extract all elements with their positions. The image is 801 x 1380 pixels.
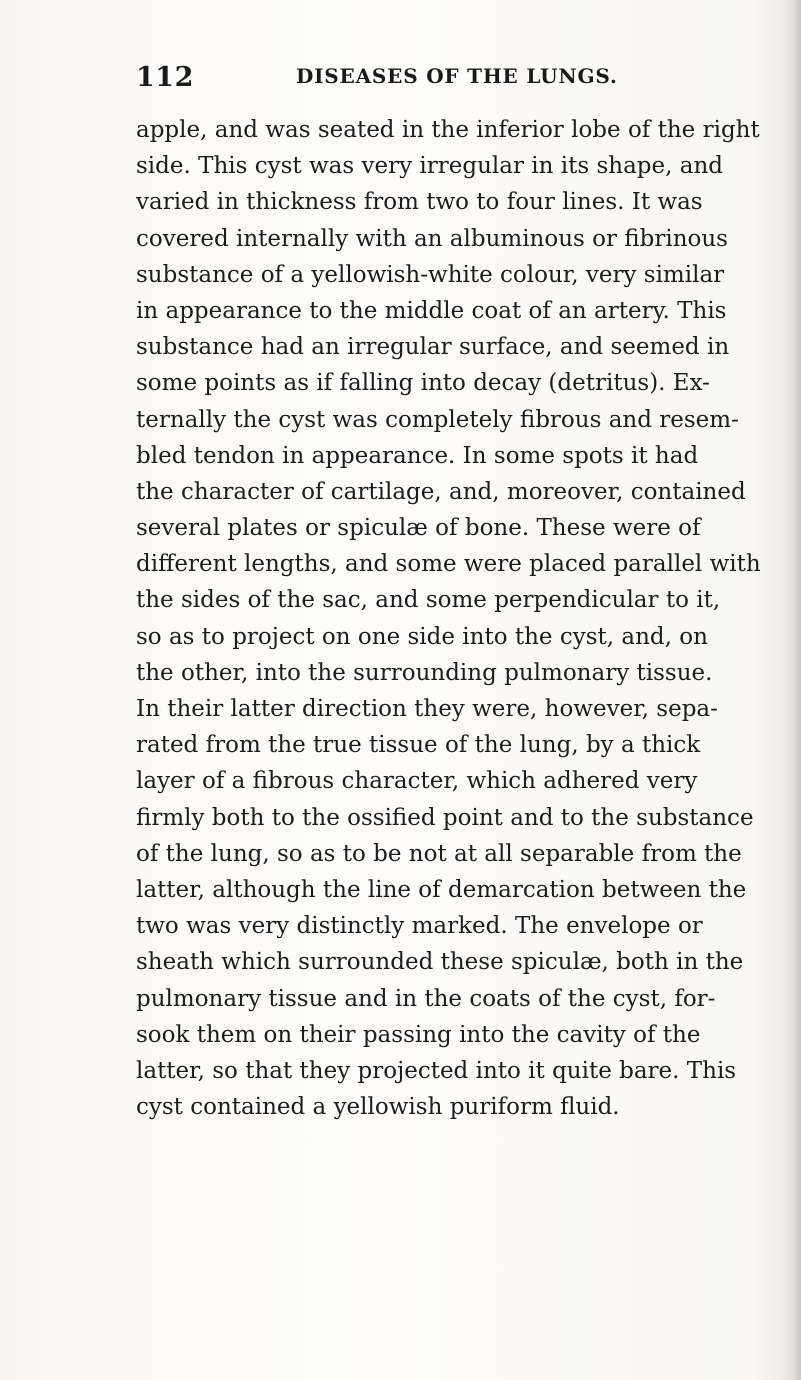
text-line: the character of cartilage, and, moreover, contained — [136, 478, 746, 505]
running-head — [136, 62, 676, 98]
text-line: in appearance to the middle coat of an artery. This — [136, 297, 727, 324]
text-line: the other, into the surrounding pulmonary tissue. — [136, 659, 713, 686]
text-line: sheath which surrounded these spiculæ, both in the — [136, 949, 744, 976]
text-line: substance of a yellowish-white colour, very similar — [136, 261, 725, 288]
running-title: DISEASES OF THE LUNGS. — [296, 64, 618, 88]
text-line: so as to project on one side into the cyst, and, on — [136, 623, 708, 650]
text-line: layer of a fibrous character, which adhered very — [136, 768, 698, 795]
text-line: latter, so that they projected into it quite bare. This — [136, 1057, 737, 1084]
text-line: side. This cyst was very irregular in its shape, and — [136, 153, 723, 180]
text-line: In their latter direction they were, however, sepa- — [136, 696, 718, 722]
text-line: the sides of the sac, and some perpendicular to it, — [136, 587, 721, 614]
body-text — [136, 112, 761, 1125]
text-line: some points as if falling into decay (detritus). Ex- — [136, 370, 710, 397]
page-number: 112 — [136, 62, 194, 93]
text-line: firmly both to the ossified point and to the substance — [136, 804, 754, 831]
text-line: several plates or spiculæ of bone. These were of — [136, 515, 701, 542]
text-line: covered internally with an albuminous or fibrinous — [136, 225, 728, 252]
text-line: of the lung, so as to be not at all separable from the — [136, 840, 742, 867]
text-line-last: cyst contained a yellowish puriform fluid. — [136, 1094, 620, 1121]
page-edge-shadow — [783, 0, 801, 1380]
text-line: pulmonary tissue and in the coats of the cyst, for- — [136, 985, 716, 1012]
text-line: substance had an irregular surface, and seemed in — [136, 334, 730, 361]
text-line: two was very distinctly marked. The envelope or — [136, 913, 703, 940]
text-line: different lengths, and some were placed parallel with — [136, 551, 761, 578]
text-line: apple, and was seated in the inferior lobe of the right — [136, 117, 760, 143]
text-line: ternally the cyst was completely fibrous and resem- — [136, 406, 739, 433]
text-line: latter, although the line of demarcation between the — [136, 876, 747, 903]
text-line: bled tendon in appearance. In some spots it had — [136, 442, 699, 469]
text-line: varied in thickness from two to four lines. It was — [136, 189, 703, 216]
text-line: rated from the true tissue of the lung, by a thick — [136, 732, 701, 759]
text-line: sook them on their passing into the cavity of the — [136, 1021, 701, 1048]
